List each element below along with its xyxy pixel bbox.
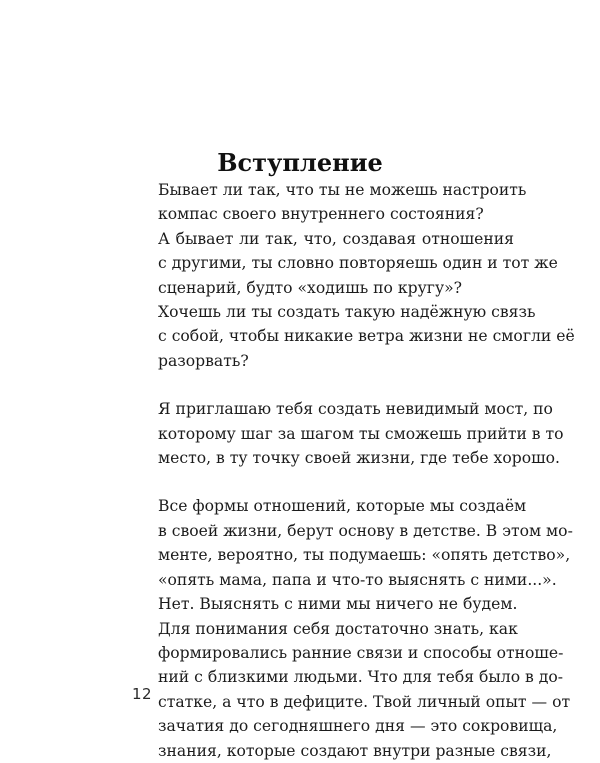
text-line: Я приглашаю тебя создать невидимый мост, по [158,400,553,419]
paragraph-gap [132,470,514,494]
text-line: статке, а что в дефиците. Твой личный опыт — от [158,692,571,711]
text-line: разорвать? [158,351,249,370]
text-line: Нет. Выяснять с ними мы ничего не будем. [158,595,518,614]
text-line: ний с близкими людьми. Что для тебя было в до- [158,668,564,687]
text-line: с другими, ты словно повторяешь один и тот же [158,254,558,273]
text-line: А бывает ли так, что, создавая отношения [158,229,514,248]
text-line: зачатия до сегодняшнего дня — это сокровища, [158,717,558,736]
text-line: знания, которые создают внутри разные связи, [158,741,552,760]
paragraph [132,227,558,300]
page-number: 12 [132,685,153,703]
text-line: Для понимания себя достаточно знать, как [158,619,518,638]
text-line: Бывает ли так, что ты не можешь настроить [158,181,527,199]
text-line: место, в ту точку своей жизни, где тебе хорошо. [158,449,560,468]
chapter-title: Вступление [217,148,383,178]
paragraph [132,178,527,227]
paragraph [132,494,573,616]
body-text [132,178,575,763]
paragraph [132,617,571,763]
paragraph [132,397,564,470]
text-line: компас своего внутреннего состояния? [158,205,484,224]
text-line: Хочешь ли ты создать такую надёжную связь [158,303,536,322]
text-line: с собой, чтобы никакие ветра жизни не смогли её [158,327,575,346]
text-line: Все формы отношений, которые мы создаём [158,497,527,516]
paragraph-gap [132,373,514,397]
text-line: сценарий, будто «ходишь по кругу»? [158,278,463,297]
text-line: в своей жизни, берут основу в детстве. В этом мо- [158,521,573,540]
text-line: которому шаг за шагом ты сможешь прийти в то [158,424,564,443]
text-line: менте, вероятно, ты подумаешь: «опять детство», [158,546,571,565]
paragraph [132,300,575,373]
text-line: «опять мама, папа и что-то выяснять с ними...». [158,570,557,589]
text-line: формировались ранние связи и способы отноше- [158,643,564,662]
